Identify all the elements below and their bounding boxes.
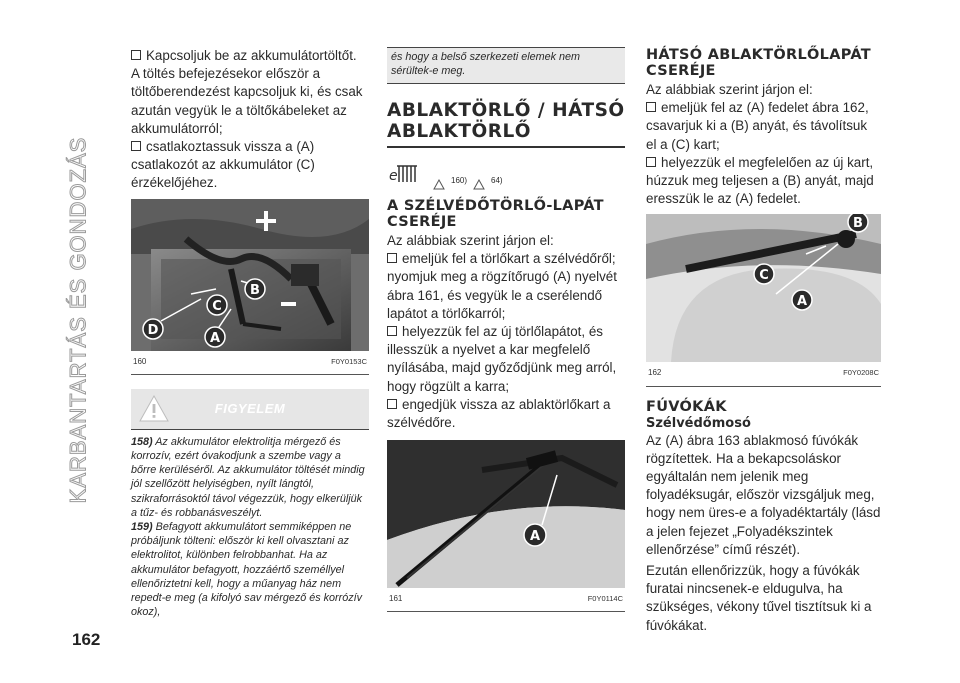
column-1 bbox=[131, 47, 369, 619]
figure-code: F0Y0208C bbox=[843, 368, 879, 378]
section-heading: HÁTSÓ ABLAKTÖRLŐLAPÁT CSERÉJE bbox=[646, 47, 871, 79]
warning-small-icon bbox=[433, 179, 445, 190]
warning-paragraph: Befagyott akkumulátort semmiképpen ne próbáljunk tölteni: először ki kell olvasztani az elektrolitot, különben felrobbanhat. Ha az akkumulátor befagyott, hozzáértő személlyel ellenőriztetni kell, hogy a műanyag ház nem repedt-e meg (a kifolyó sav mérgező és korrózív okoz), bbox=[131, 521, 363, 619]
figure-number: 160 bbox=[133, 356, 147, 366]
figure-number: 162 bbox=[648, 368, 662, 378]
figure-160 bbox=[131, 199, 369, 375]
bullet-item: engedjük vissza az ablaktörlőkart a szélvédőre. bbox=[387, 396, 625, 432]
battery-photo bbox=[131, 199, 369, 351]
section-heading: FÚVÓKÁK bbox=[646, 398, 727, 415]
section-heading: ABLAKTÖRLŐ / HÁTSÓ ABLAKTÖRLŐ bbox=[387, 100, 625, 142]
bullet-item: helyezzük fel az új törlőlapátot, és illesszük a nyelvet a kar megfelelő nyílásába, majd győződjünk meg arról, hogy rögzült a karra; bbox=[387, 323, 625, 396]
svg-text:e: e bbox=[389, 168, 398, 184]
info-small-icon bbox=[473, 179, 485, 190]
chapter-side-title: KARBANTARTÁS ÉS GONDOZÁS bbox=[65, 136, 91, 504]
bullet-item: emeljük fel az (A) fedelet ábra 162, csavarjuk ki a (B) anyát, és távolítsuk el a (C) kart; bbox=[646, 99, 881, 154]
warning-ref: 160) bbox=[451, 175, 468, 185]
fig-label-a: A bbox=[209, 330, 221, 346]
figure-code: F0Y0153C bbox=[331, 356, 367, 366]
figure-161 bbox=[387, 440, 625, 612]
warning-text bbox=[131, 429, 369, 620]
warning-box bbox=[131, 389, 369, 620]
fig-label-a: A bbox=[529, 529, 541, 545]
page-number: 162 bbox=[72, 630, 101, 649]
subsection-heading: Szélvédőmosó bbox=[646, 415, 751, 431]
fig-label-b: B bbox=[250, 282, 260, 298]
column-2 bbox=[387, 47, 625, 612]
intro-text: Az alábbiak szerint járjon el: bbox=[646, 82, 813, 97]
column-3 bbox=[646, 47, 881, 635]
bullet-item: helyezzük el megfelelően az új kart, húzzuk meg teljesen a (B) anyát, majd eresszük le az (A) fedelet. bbox=[646, 154, 881, 209]
bullet-item: emeljük fel a törlőkart a szélvédőről; nyomjuk meg a rögzítőrugó (A) nyelvét ábra 161, és vegyük le a cserélendő lapátot a törlőkarról; bbox=[387, 250, 625, 323]
subsection-heading: A SZÉLVÉDŐTÖRLŐ-LAPÁT CSERÉJE bbox=[387, 198, 604, 230]
paragraph: A töltés befejezésekor először a töltőberendezést kapcsoljuk ki, és csak azután vegyük le a töltőkábeleket az akkumulátorról; bbox=[131, 66, 363, 136]
warning-number: 158) bbox=[131, 435, 153, 448]
heading-rule bbox=[387, 146, 625, 148]
fig-label-d: D bbox=[147, 322, 159, 338]
bullet-item: Kapcsoljuk be az akkumulátortöltőt. bbox=[131, 47, 369, 65]
figure-caption bbox=[131, 351, 369, 374]
bullet-item: csatlakoztassuk vissza a (A) csatlakozót az akkumulátor (C) érzékelőjéhez. bbox=[131, 138, 369, 193]
warning-continuation: és hogy a belső szerkezeti elemek nem sérültek-e meg. bbox=[387, 47, 625, 84]
warning-header bbox=[131, 389, 369, 429]
warning-triangle-icon bbox=[139, 395, 169, 422]
recycling-icon bbox=[387, 160, 427, 190]
reference-icons bbox=[387, 152, 625, 190]
fig-label-c: C bbox=[759, 268, 769, 284]
rear-wiper-photo bbox=[646, 214, 881, 362]
fig-label-b: B bbox=[853, 216, 863, 232]
paragraph: Az (A) ábra 163 ablakmosó fúvókák rögzítettek. Ha a bekapcsoláskor egyáltalán nem jelenik meg folyadéksugár, először vizsgáljuk meg, hogy nem üres-e a folyadéktartály (lásd a jelen fejezet „Folyadékszintek ellenőrzése” című részét). bbox=[646, 432, 881, 557]
fig-label-a: A bbox=[796, 294, 808, 310]
figure-code: F0Y0114C bbox=[587, 594, 623, 604]
figure-caption bbox=[387, 588, 625, 611]
warning-number: 159) bbox=[131, 521, 153, 534]
warning-paragraph: Az akkumulátor elektrolitja mérgező és korrozív, ezért óvakodjunk a szembe vagy a bőrre kerüléséről. Az akkumulátor töltését mindig jól szellőzött helyiségben, nyílt lángtól, szikraforrásoktól távol végezzük, hogy elkerüljük a tűz- és robbanásveszélyt. bbox=[131, 435, 365, 519]
warning-title: FIGYELEM bbox=[214, 400, 286, 416]
wiper-photo bbox=[387, 440, 625, 588]
fig-label-c: C bbox=[212, 298, 222, 314]
figure-162 bbox=[646, 214, 881, 386]
figure-caption bbox=[646, 362, 881, 385]
note-ref: 64) bbox=[491, 175, 503, 185]
paragraph: Ezután ellenőrizzük, hogy a fúvókák furatai nincsenek-e eldugulva, ha szükséges, vékony tűvel tisztítsuk ki a fúvókákat. bbox=[646, 563, 872, 633]
figure-number: 161 bbox=[389, 594, 403, 604]
intro-text: Az alábbiak szerint járjon el: bbox=[387, 233, 554, 248]
